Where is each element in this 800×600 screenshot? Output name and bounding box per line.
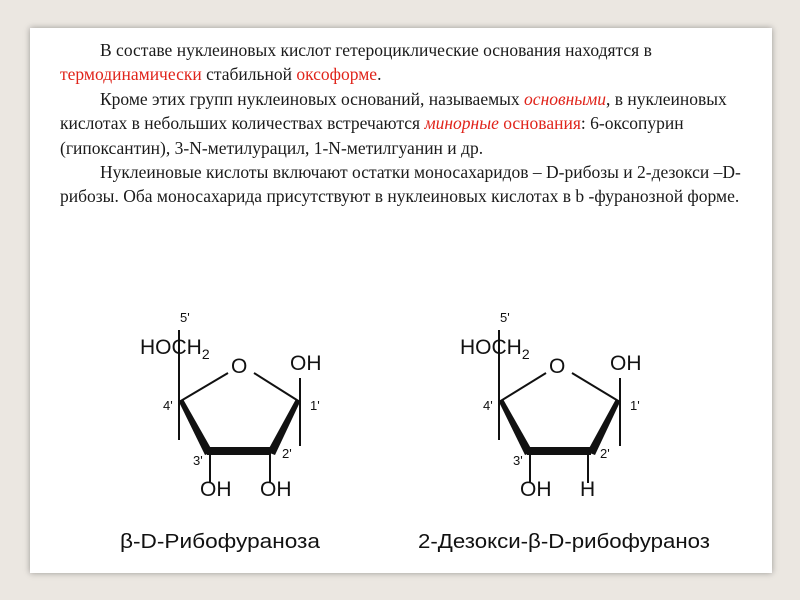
ribose-ring-oxygen: O (231, 355, 248, 378)
deoxyribose-label-3: 3' (513, 453, 523, 468)
deoxyribose-label-1: 1' (630, 398, 640, 413)
term-main: основными (524, 88, 607, 109)
term-thermodynamically: термодинамически (60, 64, 202, 85)
ribose-label-2: 2' (282, 446, 292, 461)
deoxyribose-bond-c4-o (499, 373, 546, 402)
term-minor: минорные (424, 113, 499, 134)
p1-text-a: В составе нуклеиновых кислот гетероциклические основания находятся в (100, 40, 652, 60)
ribose-oh-2: OH (260, 478, 292, 501)
ribose-bond-o-c1 (254, 373, 300, 402)
ribose-label-1: 1' (310, 398, 320, 413)
ribose-bold-bond (207, 447, 271, 455)
ribose-oh-1: OH (290, 352, 322, 375)
deoxyribose-structure (418, 310, 710, 553)
paragraph-3: Нуклеиновые кислоты включают остатки моносахаридов – D-рибозы и 2-дезокси –D-рибозы. Оба моносахарида присутствуют в нуклеиновых кислотах в b -фуранозной форме. (60, 162, 741, 207)
deoxyribose-caption: 2-Дезокси-β-D-рибофураноз (418, 530, 710, 553)
ribose-wedge-left (179, 399, 213, 455)
structures-diagram (30, 28, 772, 573)
ribose-bond-c4-o (179, 373, 228, 402)
deoxyribose-hoch2-group: $HOCH_2$ (460, 336, 530, 362)
deoxyribose-wedge-left (499, 399, 533, 455)
deoxyribose-label-4: 4' (483, 398, 493, 413)
p2-text-a: Кроме этих групп нуклеиновых оснований, называемых (100, 88, 525, 109)
term-oxoform: оксоформе (296, 64, 378, 85)
slide (30, 28, 772, 573)
ribose-structure (120, 310, 322, 553)
deoxyribose-oh-3: OH (520, 478, 552, 501)
deoxyribose-label-5: 5' (500, 310, 510, 325)
ribose-hoch2-group: $HOCH_2$ (140, 336, 210, 362)
ribose-label-5: 5' (180, 310, 190, 325)
deoxyribose-h-2: H (580, 478, 596, 501)
ribose-label-4: 4' (163, 398, 173, 413)
deoxyribose-bond-o-c1 (572, 373, 620, 402)
p1-text-e: . (377, 64, 382, 85)
ribose-label-3: 3' (193, 453, 203, 468)
p1-text-c: стабильной (201, 64, 297, 85)
ribose-oh-3: OH (200, 478, 232, 501)
term-bases: основания (503, 113, 581, 134)
deoxyribose-label-2: 2' (600, 446, 610, 461)
ribose-caption: β-D-Рибофураноза (120, 530, 321, 553)
p2-text-g: : 6-оксопурин (гипоксантин), 3-N-метилурацил, 1-N-метилгуанин и др. (60, 113, 684, 158)
deoxyribose-bold-bond (527, 447, 591, 455)
deoxyribose-ring-oxygen: O (549, 355, 566, 378)
deoxyribose-oh-1: OH (610, 352, 642, 375)
p2-text-c: , в нуклеиновых кислотах в небольших количествах встречаются (60, 88, 727, 134)
